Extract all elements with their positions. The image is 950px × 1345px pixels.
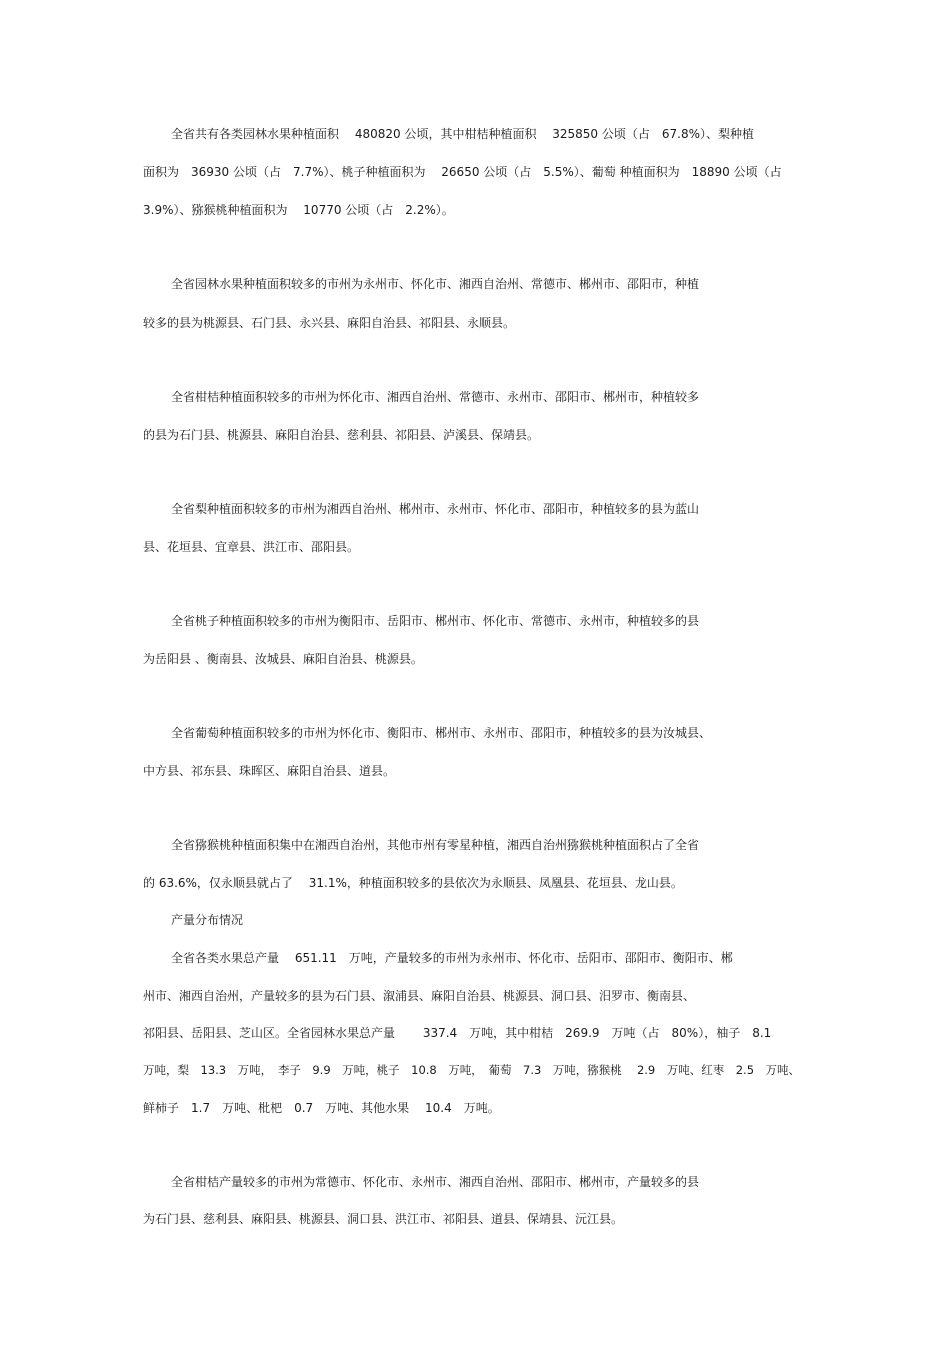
paragraph-line: 全省柑桔产量较多的市州为常德市、怀化市、永州市、湘西自治州、邵阳市、郴州市，产量较多的县 [171,1175,700,1189]
paragraph-line: 为岳阳县 、衡南县、汝城县、麻阳自治县、桃源县。 [143,652,423,666]
paragraph-line: 全省共有各类园林水果种植面积 480820 公顷，其中柑桔种植面积 325850 公顷（占 67.8%）、梨种植 [171,127,754,141]
paragraph-line: 祁阳县、岳阳县、芝山区。全省园林水果总产量 337.4 万吨，其中柑桔 269.9 万吨（占 80%），柚子 8.1 [143,1026,772,1040]
paragraph-line: 较多的县为桃源县、石门县、永兴县、麻阳自治县、祁阳县、永顺县。 [143,316,516,330]
paragraph-line: 的 63.6%，仅永顺县就占了 31.1%，种植面积较多的县依次为永顺县、凤凰县、花垣县、龙山县。 [143,876,683,890]
paragraph-line: 的县为石门县、桃源县、麻阳自治县、慈利县、祁阳县、泸溪县、保靖县。 [143,428,540,442]
paragraph-line: 面积为 36930 公顷（占 7.7%）、桃子种植面积为 26650 公顷（占 5.5%）、葡萄 种植面积为 18890 公顷（占 [143,165,782,179]
paragraph-line: 全省梨种植面积较多的市州为湘西自治州、郴州市、永州市、怀化市、邵阳市，种植较多的县为蓝山 [171,502,700,516]
paragraph-line: 全省桃子种植面积较多的市州为衡阳市、岳阳市、郴州市、怀化市、常德市、永州市，种植较多的县 [171,614,700,628]
paragraph-line: 中方县、祁东县、珠晖区、麻阳自治县、道县。 [143,764,396,778]
paragraph-line: 全省各类水果总产量 651.11 万吨，产量较多的市州为永州市、怀化市、岳阳市、邵阳市、衡阳市、郴 [171,951,733,965]
paragraph-line: 鲜柿子 1.7 万吨、枇杷 0.7 万吨、其他水果 10.4 万吨。 [143,1101,500,1115]
paragraph-line: 为石门县、慈利县、麻阳县、桃源县、洞口县、洪江市、祁阳县、道县、保靖县、沅江县。 [143,1212,624,1226]
section-heading: 产量分布情况 [171,913,244,927]
paragraph-line: 全省葡萄种植面积较多的市州为怀化市、衡阳市、郴州市、永州市、邵阳市，种植较多的县为汝城县、 [171,726,712,740]
paragraph-line: 全省猕猴桃种植面积集中在湘西自治州，其他市州有零星种植，湘西自治州猕猴桃种植面积占了全省 [171,838,700,852]
paragraph-line: 万吨，梨 13.3 万吨， 李子 9.9 万吨，桃子 10.8 万吨， 葡萄 7.3 万吨，猕猴桃 2.9 万吨、红枣 2.5 万吨、 [143,1063,801,1077]
paragraph-line: 州市、湘西自治州，产量较多的县为石门县、溆浦县、麻阳自治县、桃源县、洞口县、汨罗市、衡南县、 [143,989,696,1003]
paragraph-line: 全省柑桔种植面积较多的市州为怀化市、湘西自治州、常德市、永州市、邵阳市、郴州市，种植较多 [171,390,700,404]
paragraph-line: 3.9%）、猕猴桃种植面积为 10770 公顷（占 2.2%）。 [143,203,454,217]
paragraph-line: 全省园林水果种植面积较多的市州为永州市、怀化市、湘西自治州、常德市、郴州市、邵阳市，种植 [171,277,700,291]
paragraph-line: 县、花垣县、宜章县、洪江市、邵阳县。 [143,540,360,554]
